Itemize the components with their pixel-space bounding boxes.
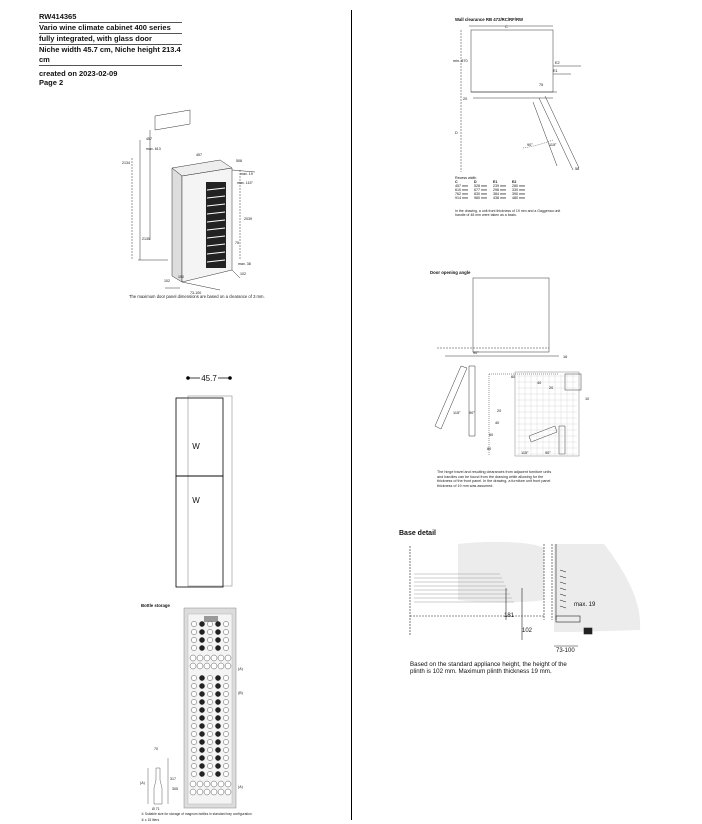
bottle-mark <box>215 629 220 634</box>
door-angle-title: Door opening angle <box>430 270 471 275</box>
bottle-mark <box>191 699 196 704</box>
magnum-bottle-mark <box>211 789 217 795</box>
bottle-storage-drawing <box>136 608 246 813</box>
panel-bottom-label: W <box>192 496 200 505</box>
bottle-mark <box>199 723 204 728</box>
bottle-mark <box>223 739 228 744</box>
angle-label: 20 <box>497 409 502 413</box>
base-label: max. 19 <box>574 602 596 608</box>
bottle-mark <box>207 715 212 720</box>
table-cell: 438 mm <box>492 196 506 200</box>
bottle-mark <box>199 739 204 744</box>
bottle-mark <box>223 731 228 736</box>
magnum-bottle-mark <box>190 781 196 787</box>
bottle-mark <box>199 755 204 760</box>
magnum-bottle-mark <box>190 663 196 669</box>
wall-label: C <box>505 25 508 29</box>
angle-label: 16 <box>563 355 568 359</box>
table-cell: 298 mm <box>492 188 506 192</box>
bottle-mark <box>191 621 196 626</box>
bottle-mark <box>207 747 212 752</box>
bottle-mark <box>207 683 212 688</box>
magnum-bottle-mark <box>218 789 224 795</box>
niche-panel-drawing <box>172 370 242 595</box>
wall-label: 75 <box>539 83 544 87</box>
angle-label: 60 <box>489 433 494 437</box>
magnum-bottle-mark <box>218 781 224 787</box>
bottle-mark <box>191 691 196 696</box>
magnum-bottle-mark <box>225 655 231 661</box>
table-row <box>455 196 531 200</box>
magnum-bottle-mark <box>190 655 196 661</box>
bottle-mark <box>199 763 204 768</box>
angle-label: 115° <box>521 451 529 455</box>
side-label: (A) <box>238 667 243 671</box>
bottle-mark <box>215 771 220 776</box>
bottle-mark <box>207 691 212 696</box>
magnum-bottle-mark <box>225 789 231 795</box>
wall-label: 115° <box>549 143 557 147</box>
bottle-mark <box>191 747 196 752</box>
wall-label: E1 <box>553 69 558 73</box>
angle-label: 40 <box>495 421 500 425</box>
bottle-mark <box>191 637 196 642</box>
recess-table-grid <box>455 180 531 200</box>
bottle-mark <box>215 637 220 642</box>
bottle-mark <box>207 771 212 776</box>
door-angle-drawing <box>425 276 595 468</box>
niche-dimensions-cont: cm <box>39 55 50 64</box>
bottle-note-2: ② ≤ 15 liters <box>141 818 160 822</box>
magnum-bottle-mark <box>190 789 196 795</box>
bottle-mark <box>191 707 196 712</box>
base-label: 181 <box>504 613 515 619</box>
wall-label: 90° <box>527 143 533 147</box>
install-caption: The maximum door panel dimensions are based on a clearance of 3 mm. <box>129 294 265 299</box>
dim-label: 457 <box>146 137 152 141</box>
bottle-mark <box>207 637 212 642</box>
bottle-mark <box>191 763 196 768</box>
bottle-mark <box>215 707 220 712</box>
page-number: Page 2 <box>39 78 64 87</box>
base-detail-title: Base detail <box>399 530 436 537</box>
bottle-mark <box>199 699 204 704</box>
bottle-mark <box>215 763 220 768</box>
bottle-mark <box>207 763 212 768</box>
bottle-mark <box>223 715 228 720</box>
bottle-mark <box>223 637 228 642</box>
dim-label: 73-100 <box>190 291 202 295</box>
bottle-note-1: ① Suitable size for storage of magnum bottles in standard tray configuration <box>141 812 252 816</box>
magnum-bottle-mark <box>204 781 210 787</box>
bottle-mark <box>215 699 220 704</box>
bottle-mark <box>215 731 220 736</box>
angle-label: 60 <box>511 375 516 379</box>
bottle-mark <box>199 691 204 696</box>
niche-dimensions: Niche width 45.7 cm, Niche height 213.4 <box>39 45 181 54</box>
angle-label: 20 <box>549 386 554 390</box>
recess-table-header: C <box>455 180 458 184</box>
magnum-bottle-mark <box>204 789 210 795</box>
bottle-mark <box>199 771 204 776</box>
magnum-bottle-mark <box>197 781 203 787</box>
panel-top-label: W <box>192 442 200 451</box>
bottle-mark <box>215 683 220 688</box>
magnum-bottle-mark <box>197 655 203 661</box>
side-label: (B) <box>238 691 243 695</box>
table-cell: 457 mm <box>455 184 468 188</box>
recess-table-header: E1 <box>492 180 498 184</box>
dim-label: 2135 <box>142 237 150 241</box>
bottle-mark <box>215 675 220 680</box>
bottle-mark <box>207 621 212 626</box>
bottle-mark <box>223 621 228 626</box>
magnum-bottle-mark <box>204 663 210 669</box>
bottle-mark <box>191 645 196 650</box>
magnum-bottle-mark <box>211 663 217 669</box>
niche-width-label: 45.7 <box>201 374 217 383</box>
bottle-mark <box>199 637 204 642</box>
wall-clearance-note: In the drawing, a unit front thickness of 19 mm and a Gaggenau unit handle of 48 mm were taken as a basis. <box>455 209 561 218</box>
bottle-mark <box>207 739 212 744</box>
bottle-mark <box>199 747 204 752</box>
magnum-bottle-mark <box>218 663 224 669</box>
table-cell: 390 mm <box>511 192 525 196</box>
bottle-mark <box>207 699 212 704</box>
magnum-bottle-mark <box>204 655 210 661</box>
bottle-mark <box>223 675 228 680</box>
dim-label: max. 38 <box>238 262 251 266</box>
bottle-mark <box>223 707 228 712</box>
bottle-mark <box>215 739 220 744</box>
bottle-mark <box>199 707 204 712</box>
bottle-mark <box>223 645 228 650</box>
bottle-mark <box>191 683 196 688</box>
bottle-dim: 317 <box>170 777 176 781</box>
bottle-mark <box>223 699 228 704</box>
base-detail-drawing <box>404 540 644 660</box>
bottle-mark <box>191 675 196 680</box>
bottle-mark <box>207 731 212 736</box>
dim-label: 150 <box>178 275 184 279</box>
table-cell: 384 mm <box>492 192 506 196</box>
bottle-mark <box>207 707 212 712</box>
bottle-dim: Ø 71 <box>152 807 160 811</box>
bottle-mark <box>207 629 212 634</box>
table-cell: 280 mm <box>511 184 525 188</box>
base-label: 102 <box>522 628 533 634</box>
bottle-dim: 305 <box>172 787 178 791</box>
bottle-mark <box>191 771 196 776</box>
dim-label: 508 <box>236 159 242 163</box>
angle-label: 80 <box>487 447 492 451</box>
bottle-mark <box>223 747 228 752</box>
bottle-mark <box>215 645 220 650</box>
base-detail-note: Based on the standard appliance height, the height of the plinth is 102 mm. Maximum plinth thickness 19 mm. <box>410 661 567 676</box>
bottle-mark <box>199 683 204 688</box>
bottle-mark <box>215 723 220 728</box>
recess-table-caption: Recess width <box>455 176 477 180</box>
magnum-bottle-mark <box>197 663 203 669</box>
dim-label: 2039 <box>244 217 252 221</box>
magnum-bottle-mark <box>225 781 231 787</box>
table-cell: 914 mm <box>455 196 468 200</box>
dim-label: 457 <box>196 153 202 157</box>
bottle-mark <box>215 691 220 696</box>
recess-table-body <box>455 180 531 200</box>
bottle-mark <box>199 675 204 680</box>
product-name: Vario wine climate cabinet 400 series <box>39 23 171 32</box>
door-angle-note: The hinge travel and resulting clearances from adjacent furniture units and handles can be found from the drawing while allowing for the thickness of the front panel. In the drawing, a furniture unit front panel thickness of 19 mm was assumed. <box>437 470 552 488</box>
bottle-mark <box>223 683 228 688</box>
created-date: created on 2023-02-09 <box>39 69 118 78</box>
bottle-mark <box>223 771 228 776</box>
bottle-mark <box>199 645 204 650</box>
magnum-bottle-mark <box>225 663 231 669</box>
product-variant: fully integrated, with glass door <box>39 34 152 43</box>
wall-clearance-title: Wall clearance RB 472/RC/RF/RW <box>455 17 524 22</box>
bottle-dim: 70 <box>154 747 158 751</box>
dim-label: 2134 <box>122 161 130 165</box>
bottle-mark <box>215 747 220 752</box>
bottle-mark <box>191 629 196 634</box>
dim-label: max. 613 <box>146 147 161 151</box>
bottle-mark <box>207 723 212 728</box>
bottle-mark <box>199 621 204 626</box>
angle-label: 90° <box>473 351 479 355</box>
bottle-mark <box>223 629 228 634</box>
bottle-mark <box>207 755 212 760</box>
dim-label: 75 <box>235 241 239 245</box>
bottle-mark <box>191 715 196 720</box>
bottle-mark <box>223 763 228 768</box>
table-cell: 762 mm <box>455 192 468 196</box>
table-cell: 528 mm <box>473 184 487 188</box>
table-cell: 610 mm <box>455 188 468 192</box>
angle-label: 115° <box>453 411 461 415</box>
bottle-mark <box>223 723 228 728</box>
angle-label: 90° <box>545 451 551 455</box>
recess-table-header: D <box>473 180 477 184</box>
bottle-mark <box>223 755 228 760</box>
bottle-mark <box>215 755 220 760</box>
table-cell: 330 mm <box>511 188 525 192</box>
wall-label: 58 <box>575 167 580 171</box>
header-divider <box>39 65 182 66</box>
wall-label: E2 <box>555 61 560 65</box>
wall-clearance-drawing <box>453 22 593 174</box>
bottle-dim: (A) <box>140 781 145 785</box>
dim-label: max. 19 <box>240 172 253 176</box>
dim-label: max. 115° <box>237 181 253 185</box>
bottle-mark <box>199 629 204 634</box>
bottle-mark <box>191 739 196 744</box>
bottle-mark <box>215 621 220 626</box>
wall-label: D <box>455 131 458 135</box>
table-cell: 239 mm <box>492 184 506 188</box>
angle-label: 10 <box>585 397 590 401</box>
bottle-mark <box>223 691 228 696</box>
bottle-mark <box>191 755 196 760</box>
bottle-mark <box>207 645 212 650</box>
magnum-bottle-mark <box>211 655 217 661</box>
magnum-bottle-mark <box>218 655 224 661</box>
bottle-mark <box>191 731 196 736</box>
bottle-mark <box>191 723 196 728</box>
table-cell: 980 mm <box>473 196 487 200</box>
bottle-mark <box>215 715 220 720</box>
dim-label: 102 <box>164 279 170 283</box>
column-divider <box>351 10 352 820</box>
wall-label: min. 870 <box>453 59 468 63</box>
angle-label: 90° <box>469 411 475 415</box>
table-cell: 677 mm <box>473 188 487 192</box>
bottle-storage-title: Bottle storage <box>141 603 170 608</box>
table-cell: 830 mm <box>473 192 487 196</box>
side-label: (A) <box>238 785 243 789</box>
recess-table-header: E2 <box>511 180 517 184</box>
recess-table <box>455 176 531 200</box>
angle-label: 40 <box>537 381 542 385</box>
bottle-mark <box>199 731 204 736</box>
table-cell: 480 mm <box>511 196 525 200</box>
magnum-bottle-mark <box>197 789 203 795</box>
dim-label: 102 <box>240 272 246 276</box>
magnum-bottle-mark <box>211 781 217 787</box>
bottle-mark <box>199 715 204 720</box>
bottle-mark <box>207 675 212 680</box>
base-label: 73-100 <box>556 648 575 654</box>
installation-drawing <box>120 110 270 296</box>
model-number: RW414365 <box>39 12 77 21</box>
wall-label: 20 <box>463 97 468 101</box>
